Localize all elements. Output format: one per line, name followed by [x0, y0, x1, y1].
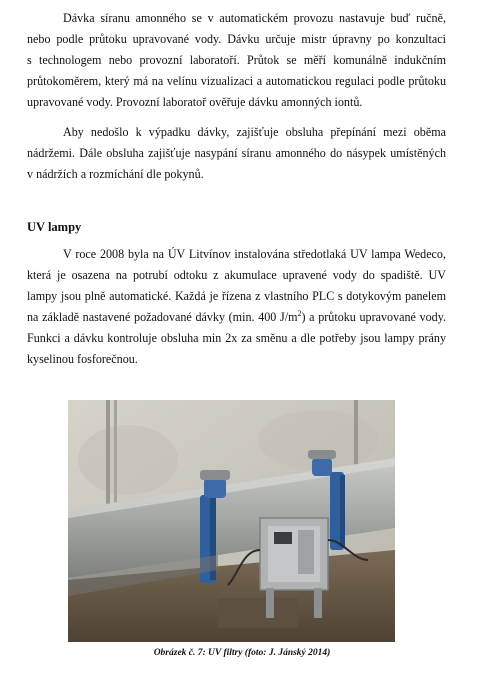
text-line: Dávka síranu amonného se v automatickém provozu nastavuje buď ručně, [63, 11, 446, 25]
section-heading: UV lampy [27, 220, 82, 234]
paragraph-dosing [27, 8, 446, 113]
superscript: 2 [297, 308, 302, 318]
text-line: která je osazena na potrubí odtoku z akumulace upravené vody do spadiště. UV [27, 268, 446, 282]
text-line: v nádržích a rozmíchání dle pokynů. [27, 167, 204, 181]
text-segment: na základě nastavené požadované dávky (min. 400 J/m [27, 310, 298, 324]
text-line: Funkci a dávku kontroluje obsluha min 2x za směnu a dle potřeby jsou lampy prány [27, 331, 446, 345]
text-line: lampy jsou plně automatické. Každá je řízena z vlastního PLC s dotykovým panelem [27, 289, 446, 303]
figure-caption: Obrázek č. 7: UV filtry (foto: J. Jánský 2014) [153, 648, 331, 658]
text-line: průtokoměrem, který má na velínu vizualizaci a automatickou regulaci podle průtoku [27, 74, 446, 88]
text-line: nádržemi. Dále obsluha zajišťuje nasypání síranu amonného do násypek umístěných [27, 146, 446, 160]
text-line: Aby nedošlo k výpadku dávky, zajišťuje obsluha přepínání mezi oběma [63, 125, 446, 139]
text-line: upravované vody. Provozní laboratoř ověřuje dávku amonných iontů. [27, 95, 363, 109]
text-line [27, 307, 446, 328]
paragraph-tanks [27, 122, 446, 185]
text-segment: ) a průtoku upravované vody. [301, 310, 447, 324]
text-line: s technologem nebo provozní laboratoří. Průtok se měří komunálně indukčním [27, 53, 446, 67]
text-line: kyselinou fosforečnou. [27, 352, 138, 366]
uv-filters-photo [68, 400, 395, 642]
text-line: nebo podle průtoku upravované vody. Dávku určuje mistr úpravny po konzultaci [27, 32, 446, 46]
paragraph-uv-lamps [27, 244, 446, 370]
text-line: V roce 2008 byla na ÚV Litvínov instalována středotlaká UV lampa Wedeco, [63, 247, 446, 261]
